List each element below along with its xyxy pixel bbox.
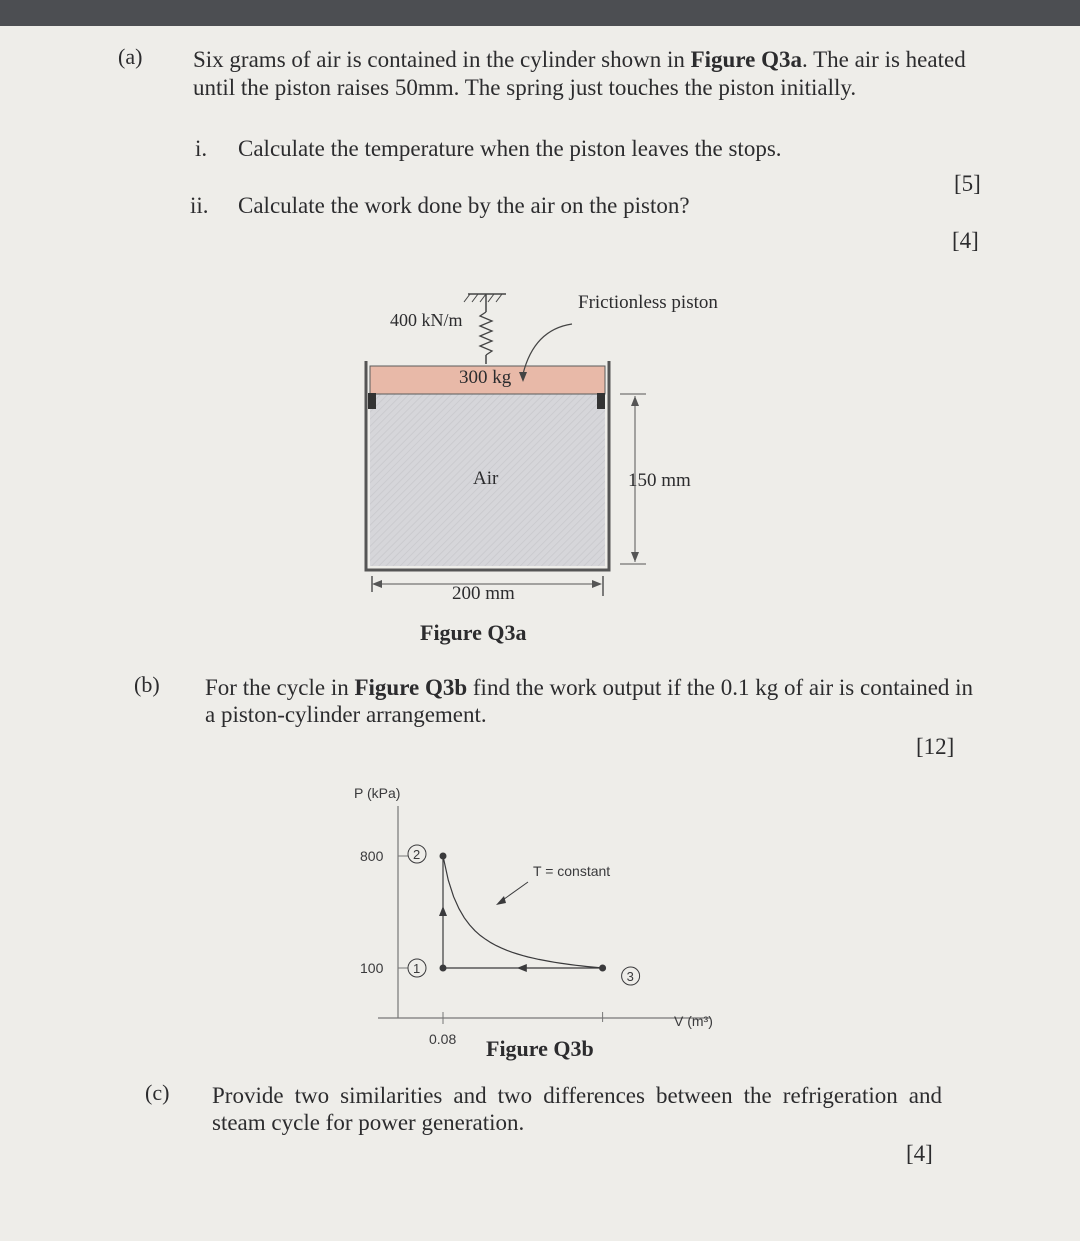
figure-q3b-caption: Figure Q3b xyxy=(486,1036,594,1061)
right-stop xyxy=(597,393,605,409)
y-tick-label-1: 800 xyxy=(360,848,384,864)
part-b-figure-ref: Figure Q3b xyxy=(354,675,468,700)
part-a-item-1-text: Calculate the temperature when the piston leaves the stops. xyxy=(238,136,782,161)
frictionless-piston-label: Frictionless piston xyxy=(578,292,718,313)
figure-q3a-caption: Figure Q3a xyxy=(420,620,527,645)
part-a-item-2-marks: [4] xyxy=(952,228,979,253)
spring-constant-label: 400 kN/m xyxy=(390,310,463,330)
y-tick-label-2: 100 xyxy=(360,960,384,976)
mass-label: 300 kg xyxy=(459,367,512,388)
spring-icon xyxy=(464,294,506,364)
state-label-3: 3 xyxy=(626,969,634,984)
part-b-text-2: find the work output if the 0.1 kg of air is contained in a piston-cylinder arrangement. xyxy=(205,675,974,727)
part-a-item-1-marks: [5] xyxy=(954,171,981,196)
part-b-text xyxy=(205,674,975,728)
y-axis-label: P (kPa) xyxy=(354,785,401,801)
pv-diagram xyxy=(340,756,760,1056)
left-stop xyxy=(368,393,376,409)
part-a-intro xyxy=(193,46,993,102)
part-a-item-2-number: ii. xyxy=(190,193,209,218)
part-b-label: (b) xyxy=(134,672,160,697)
part-c-marks: [4] xyxy=(906,1141,933,1166)
part-a-item-2-text: Calculate the work done by the air on the piston? xyxy=(238,193,690,218)
x-axis-label: V (m³) xyxy=(674,1013,713,1029)
state-label-2: 2 xyxy=(413,847,421,862)
height-label: 150 mm xyxy=(628,470,691,491)
part-a-item-1-number: i. xyxy=(195,136,208,161)
exam-page xyxy=(0,26,1080,1241)
isothermal-annotation: T = constant xyxy=(533,863,611,879)
part-b-marks: [12] xyxy=(916,734,955,759)
part-b-text-1: For the cycle in xyxy=(205,675,355,700)
process-1-2-arrow xyxy=(439,906,447,916)
width-label: 200 mm xyxy=(452,583,515,604)
part-a-intro-text-1: Six grams of air is contained in the cylinder shown in xyxy=(193,47,691,72)
screen-top-bar xyxy=(0,0,1080,26)
state-point-1 xyxy=(440,965,447,972)
state-point-3 xyxy=(599,965,606,972)
annotation-arrowhead xyxy=(496,896,506,905)
air-label: Air xyxy=(473,468,499,489)
part-a-label: (a) xyxy=(118,44,143,69)
part-c-label: (c) xyxy=(145,1080,170,1105)
part-a-intro-text-2: . The air is heated until the piston raises 50mm. The spring just touches the piston initially. xyxy=(193,47,966,100)
part-c-text: Provide two similarities and two differences between the refrigeration and steam cycle for power generation. xyxy=(212,1083,942,1135)
part-a-intro-figure-ref: Figure Q3a xyxy=(690,47,802,72)
state-point-2 xyxy=(440,853,447,860)
x-tick-label-1: 0.08 xyxy=(429,1031,457,1047)
process-3-1-arrow xyxy=(517,964,527,972)
state-label-1: 1 xyxy=(413,961,421,976)
